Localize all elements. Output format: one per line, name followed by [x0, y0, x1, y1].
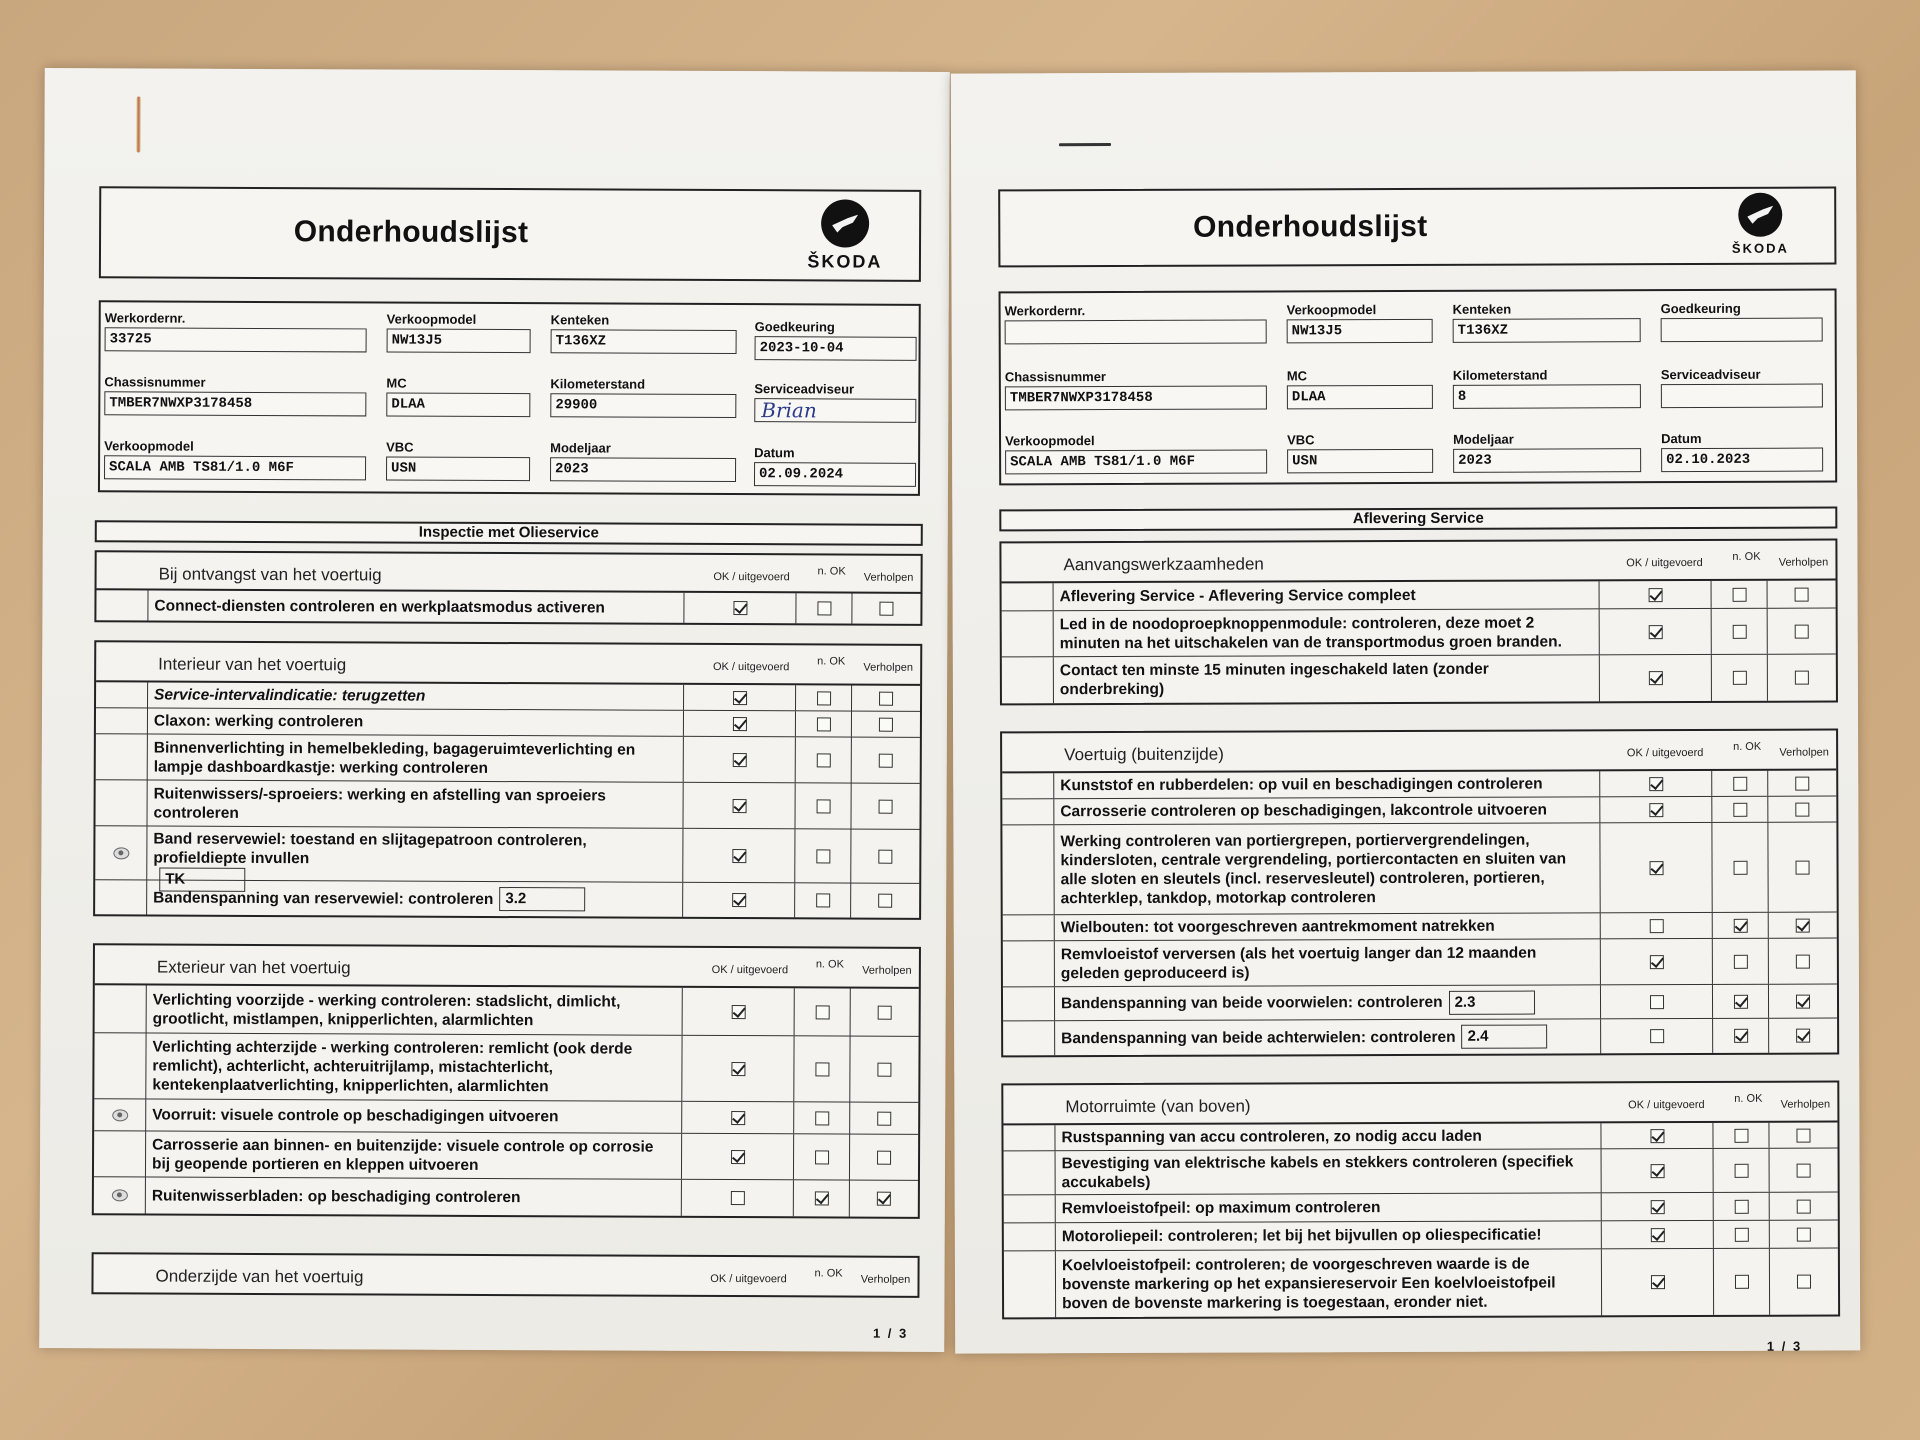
verholpen-checkbox[interactable]	[878, 894, 892, 908]
col-header-ok: OK / uitgevoerd	[711, 963, 789, 977]
section-motorruimte	[1001, 1080, 1840, 1319]
field-chassisnummer: Chassisnummer TMBER7NWXP3178458	[1005, 368, 1267, 410]
section-title: Motorruimte (van boven)	[1065, 1096, 1251, 1117]
nok-checkbox[interactable]	[817, 601, 831, 615]
sheet-header	[99, 186, 921, 282]
vehicle-info	[999, 288, 1838, 485]
section-aanvang	[999, 538, 1838, 705]
verholpen-checkbox[interactable]	[1795, 587, 1809, 601]
verholpen-checkbox[interactable]	[1795, 624, 1809, 638]
eye-icon	[112, 1189, 128, 1201]
ok-checkbox[interactable]	[731, 1150, 745, 1164]
field-mc: MC DLAA	[1287, 368, 1433, 410]
nok-checkbox[interactable]	[1734, 1163, 1748, 1177]
field-werkordernr: Werkordernr. 33725	[105, 310, 367, 352]
skoda-logo	[1700, 193, 1820, 261]
verholpen-checkbox[interactable]	[1797, 1227, 1811, 1241]
verholpen-checkbox[interactable]	[1797, 1275, 1811, 1289]
verholpen-checkbox[interactable]	[1796, 860, 1810, 874]
staple	[1059, 143, 1111, 146]
col-header-nok: n. OK	[1734, 1092, 1763, 1105]
serviceadviseur-value[interactable]	[1661, 384, 1823, 409]
section-interieur	[93, 640, 922, 920]
verholpen-checkbox[interactable]	[1797, 1163, 1811, 1177]
checklist-row: Rustspanning van accu controleren, zo nodig accu laden	[1003, 1122, 1837, 1151]
eye-icon	[112, 1109, 128, 1121]
kilometerstand-value[interactable]: 29900	[550, 393, 736, 418]
sheet-header	[998, 186, 1836, 267]
checklist-row: Binnenverlichting in hemelbekleding, bagageruimteverlichting en lampje dashboardkastje: werking controleren	[96, 734, 920, 784]
page-number: 1 / 3	[1766, 1338, 1803, 1354]
staple	[136, 96, 140, 152]
nok-checkbox[interactable]	[816, 893, 830, 907]
ok-checkbox[interactable]	[731, 1005, 745, 1019]
ok-checkbox[interactable]	[1649, 803, 1663, 817]
logo-text: ŠKODA	[807, 251, 883, 272]
goedkeuring-value[interactable]: 2023-10-04	[755, 336, 917, 361]
nok-checkbox[interactable]	[1734, 1128, 1748, 1142]
page-title: Onderhoudslijst	[293, 215, 529, 250]
col-header-nok: n. OK	[814, 1267, 843, 1280]
modeljaar-value[interactable]: 2023	[550, 457, 736, 482]
ok-checkbox[interactable]	[1650, 1164, 1664, 1178]
nok-checkbox[interactable]	[1734, 1029, 1748, 1043]
verholpen-checkbox[interactable]	[877, 1150, 891, 1164]
checklist-row: Carrosserie controleren op beschadigingen, lakcontrole uitvoeren	[1002, 796, 1836, 825]
maintenance-sheet-left	[39, 68, 950, 1352]
checklist-row: Koelvloeistofpeil: controleren; de voorgeschreven waarde is de bovenste markering op het expansiereservoir Een koelvloeistofpeil boven de bovenste markering is toegestaan, eronder niet.	[1004, 1248, 1838, 1317]
modeljaar-value[interactable]: 2023	[1453, 448, 1641, 473]
field-vbc: VBC USN	[386, 440, 530, 482]
ok-checkbox[interactable]	[730, 1191, 744, 1205]
field-verkoopmodel-code: Verkoopmodel NW13J5	[387, 312, 531, 354]
field-chassisnummer: Chassisnummer TMBER7NWXP3178458	[104, 374, 366, 416]
checklist-row: Aflevering Service - Aflevering Service compleet	[1002, 580, 1836, 611]
ok-checkbox[interactable]	[1648, 671, 1662, 685]
nok-checkbox[interactable]	[1734, 1275, 1748, 1289]
ok-checkbox[interactable]	[1650, 1228, 1664, 1242]
verholpen-checkbox[interactable]	[878, 1005, 892, 1019]
nok-checkbox[interactable]	[1732, 587, 1746, 601]
verholpen-checkbox[interactable]	[1796, 1029, 1810, 1043]
section-exterieur	[92, 943, 921, 1219]
section-title: Voertuig (buitenzijde)	[1064, 744, 1224, 765]
profieldiepte-value[interactable]: TK	[159, 868, 245, 892]
werkordernr-value[interactable]	[1005, 319, 1267, 344]
bandenspanning-voor-value[interactable]: 2.3	[1449, 990, 1535, 1014]
eye-icon	[113, 847, 129, 859]
ok-checkbox[interactable]	[732, 799, 746, 813]
field-modeljaar: Modeljaar 2023	[1453, 431, 1641, 473]
vbc-value[interactable]: USN	[1287, 449, 1433, 474]
verholpen-checkbox[interactable]	[879, 691, 893, 705]
checklist-row: Voorruit: visuele controle op beschadigingen uitvoeren	[94, 1099, 918, 1135]
col-header-ok: OK / uitgevoerd	[713, 570, 790, 584]
checklist-row: Wielbouten: tot voorgeschreven aantrekmoment natrekken	[1003, 912, 1837, 941]
field-kilometerstand: Kilometerstand 29900	[550, 376, 736, 418]
checklist-row: Motoroliepeil: controleren; let bij het bijvullen op oliespecificatie!	[1004, 1220, 1838, 1251]
ok-checkbox[interactable]	[732, 717, 746, 731]
col-header-verholpen: Verholpen	[1779, 746, 1829, 759]
bandenspanning-achter-value[interactable]: 2.4	[1462, 1025, 1548, 1049]
col-header-nok: n. OK	[1732, 550, 1761, 563]
verholpen-checkbox[interactable]	[877, 1062, 891, 1076]
nok-checkbox[interactable]	[817, 691, 831, 705]
nok-checkbox[interactable]	[1732, 624, 1746, 638]
section-buitenzijde	[1000, 728, 1839, 1057]
checklist-row: Bandenspanning van beide achterwielen: controleren 2.4	[1003, 1018, 1837, 1055]
nok-checkbox[interactable]	[815, 1005, 829, 1019]
nok-checkbox[interactable]	[816, 849, 830, 863]
ok-checkbox[interactable]	[732, 893, 746, 907]
ok-checkbox[interactable]	[731, 1111, 745, 1125]
vbc-value[interactable]: USN	[386, 457, 530, 482]
checklist-row: Claxon: werking controleren	[96, 708, 920, 738]
ok-checkbox[interactable]	[1649, 955, 1663, 969]
vehicle-info	[98, 300, 921, 496]
field-datum: Datum 02.10.2023	[1661, 431, 1823, 473]
checklist-row: Contact ten minste 15 minuten ingeschakeld laten (zonder onderbreking)	[1002, 654, 1836, 703]
field-datum: Datum 02.09.2024	[754, 445, 916, 487]
verholpen-checkbox[interactable]	[877, 1192, 891, 1206]
mc-value[interactable]: DLAA	[1287, 385, 1433, 410]
serviceadviseur-signature[interactable]: Brian	[754, 398, 916, 423]
ok-checkbox[interactable]	[1649, 995, 1663, 1009]
verkoopmodel-code-value[interactable]: NW13J5	[1287, 319, 1433, 344]
checklist-row: Kunststof en rubberdelen: op vuil en beschadigingen controleren	[1002, 770, 1836, 799]
kenteken-value[interactable]: T136XZ	[551, 329, 737, 354]
col-header-verholpen: Verholpen	[862, 964, 912, 977]
chassisnummer-value[interactable]: TMBER7NWXP3178458	[1005, 385, 1267, 410]
field-serviceadviseur: Serviceadviseur	[1661, 367, 1823, 409]
col-header-nok: n. OK	[1733, 740, 1762, 753]
ok-checkbox[interactable]	[731, 1062, 745, 1076]
field-verkoopmodel: Verkoopmodel SCALA AMB TS81/1.0 M6F	[104, 438, 366, 480]
col-header-verholpen: Verholpen	[863, 661, 913, 674]
bandenspanning-reservewiel-value[interactable]: 3.2	[499, 887, 585, 911]
section-title: Bij ontvangst van het voertuig	[158, 564, 382, 585]
verkoopmodel-code-value[interactable]: NW13J5	[387, 329, 531, 354]
logo-text: ŠKODA	[1731, 240, 1789, 256]
nok-checkbox[interactable]	[1733, 954, 1747, 968]
skoda-arrow-icon	[821, 199, 869, 247]
col-header-ok: OK / uitgevoerd	[1626, 556, 1703, 570]
kenteken-value[interactable]: T136XZ	[1453, 318, 1641, 343]
checklist-row: Service-intervalindicatie: terugzetten	[96, 682, 920, 712]
page-number: 1 / 3	[872, 1325, 909, 1341]
mc-value[interactable]: DLAA	[386, 393, 530, 418]
checklist-row: Bandenspanning van beide voorwielen: controleren 2.3	[1003, 984, 1837, 1021]
verholpen-checkbox[interactable]	[879, 602, 893, 616]
col-header-ok: OK / uitgevoerd	[710, 1272, 787, 1286]
verholpen-checkbox[interactable]	[1795, 802, 1809, 816]
page-title: Onderhoudslijst	[1192, 209, 1428, 244]
checklist-row: Verlichting achterzijde - werking controleren: remlicht (ook derde remlicht), achterlicht, achteruitrijlamp, mistachterlicht, kentekenplaatverlichting, knipperlichten, alarmlichten	[94, 1033, 918, 1103]
field-werkordernr: Werkordernr.	[1005, 302, 1267, 344]
checklist-row: Bandenspanning van reservewiel: controleren 3.2	[95, 880, 919, 918]
ok-checkbox[interactable]	[733, 691, 747, 705]
verholpen-checkbox[interactable]	[1796, 918, 1810, 932]
verholpen-checkbox[interactable]	[879, 717, 893, 731]
col-header-nok: n. OK	[817, 655, 846, 668]
datum-value[interactable]: 02.09.2024	[754, 462, 916, 487]
ok-checkbox[interactable]	[1649, 919, 1663, 933]
verholpen-checkbox[interactable]	[878, 849, 892, 863]
ok-checkbox[interactable]	[1650, 1275, 1664, 1289]
skoda-logo	[785, 199, 905, 276]
field-kenteken: Kenteken T136XZ	[551, 312, 737, 354]
section-title: Aanvangswerkzaamheden	[1063, 554, 1264, 575]
service-type-band: Inspectie met Olieservice	[95, 520, 923, 546]
col-header-verholpen: Verholpen	[1778, 556, 1829, 569]
field-verkoopmodel-code: Verkoopmodel NW13J5	[1287, 302, 1433, 344]
verkoopmodel-value[interactable]: SCALA AMB TS81/1.0 M6F	[104, 455, 366, 480]
nok-checkbox[interactable]	[1734, 1199, 1748, 1213]
verholpen-checkbox[interactable]	[1796, 1128, 1810, 1142]
ok-checkbox[interactable]	[1650, 1200, 1664, 1214]
col-header-ok: OK / uitgevoerd	[1626, 746, 1704, 760]
ok-checkbox[interactable]	[1648, 625, 1662, 639]
datum-value[interactable]: 02.10.2023	[1661, 448, 1823, 473]
verholpen-checkbox[interactable]	[1795, 671, 1809, 685]
nok-checkbox[interactable]	[1734, 1227, 1748, 1241]
checklist-row: Band reservewiel: toestand en slijtagepatroon controleren, profieldiepte invullen TK	[95, 826, 919, 884]
field-mc: MC DLAA	[386, 376, 530, 418]
col-header-verholpen: Verholpen	[860, 1273, 911, 1286]
nok-checkbox[interactable]	[814, 1191, 828, 1205]
nok-checkbox[interactable]	[816, 717, 830, 731]
section-ontvangst	[94, 550, 922, 626]
verholpen-checkbox[interactable]	[1796, 994, 1810, 1008]
service-type-band: Aflevering Service	[999, 506, 1837, 531]
verholpen-checkbox[interactable]	[879, 799, 893, 813]
field-kenteken: Kenteken T136XZ	[1453, 301, 1641, 343]
werkordernr-value[interactable]: 33725	[105, 327, 367, 352]
verholpen-checkbox[interactable]	[1796, 954, 1810, 968]
ok-checkbox[interactable]	[732, 849, 746, 863]
nok-checkbox[interactable]	[1732, 671, 1746, 685]
field-modeljaar: Modeljaar 2023	[550, 440, 736, 482]
nok-checkbox[interactable]	[1733, 918, 1747, 932]
field-verkoopmodel: Verkoopmodel SCALA AMB TS81/1.0 M6F	[1005, 432, 1267, 474]
checklist-row: Remvloeistof verversen (als het voertuig langer dan 12 maanden geleden geproduceerd is)	[1003, 938, 1837, 987]
section-title: Exterieur van het voertuig	[156, 957, 351, 978]
section-title: Onderzijde van het voertuig	[155, 1266, 364, 1287]
field-goedkeuring: Goedkeuring 2023-10-04	[755, 319, 917, 361]
field-serviceadviseur: Serviceadviseur Brian	[754, 381, 916, 423]
verholpen-checkbox[interactable]	[879, 753, 893, 767]
col-header-verholpen: Verholpen	[1780, 1098, 1831, 1111]
goedkeuring-value[interactable]	[1661, 318, 1823, 343]
col-header-ok: OK / uitgevoerd	[712, 660, 790, 674]
nok-checkbox[interactable]	[1733, 776, 1747, 790]
nok-checkbox[interactable]	[1733, 860, 1747, 874]
checklist-row: Verlichting voorzijde - werking controleren: stadslicht, dimlicht, grootlicht, mistlampen, knipperlichten, alarmlichten	[95, 985, 919, 1037]
ok-checkbox[interactable]	[1650, 1029, 1664, 1043]
chassisnummer-value[interactable]: TMBER7NWXP3178458	[104, 391, 366, 416]
kilometerstand-value[interactable]: 8	[1453, 384, 1641, 409]
col-header-verholpen: Verholpen	[863, 571, 914, 584]
checklist-row: Connect-diensten controleren en werkplaatsmodus activeren	[96, 590, 920, 624]
checklist-row: Werking controleren van portiergrepen, portiervergrendelingen, kindersloten, centrale vergrendeling, portiercontacten en sluiten van alle sloten en sleutels (incl. reservesleutel) controleren, portieren, achterklep, tankdop, motorkap controleren	[1002, 822, 1836, 915]
field-goedkeuring: Goedkeuring	[1661, 301, 1823, 343]
nok-checkbox[interactable]	[815, 1062, 829, 1076]
checklist-row: Remvloeistofpeil: op maximum controleren	[1004, 1192, 1838, 1223]
nok-checkbox[interactable]	[815, 1111, 829, 1125]
field-vbc: VBC USN	[1287, 432, 1433, 474]
field-kilometerstand: Kilometerstand 8	[1453, 367, 1641, 409]
ok-checkbox[interactable]	[1649, 777, 1663, 791]
verkoopmodel-value[interactable]: SCALA AMB TS81/1.0 M6F	[1005, 449, 1267, 474]
checklist-row: Ruitenwissers/-sproeiers: werking en afstelling van sproeiers controleren	[95, 780, 919, 830]
nok-checkbox[interactable]	[816, 753, 830, 767]
skoda-arrow-icon	[1738, 193, 1782, 237]
verholpen-checkbox[interactable]	[877, 1111, 891, 1125]
checklist-row: Bevestiging van elektrische kabels en stekkers controleren (specifiek accukabels)	[1004, 1148, 1838, 1195]
nok-checkbox[interactable]	[815, 1150, 829, 1164]
col-header-nok: n. OK	[815, 958, 844, 971]
ok-checkbox[interactable]	[1650, 1129, 1664, 1143]
ok-checkbox[interactable]	[1649, 861, 1663, 875]
col-header-nok: n. OK	[817, 565, 846, 578]
nok-checkbox[interactable]	[816, 799, 830, 813]
ok-checkbox[interactable]	[1648, 588, 1662, 602]
nok-checkbox[interactable]	[1733, 994, 1747, 1008]
ok-checkbox[interactable]	[733, 601, 747, 615]
section-onderzijde	[91, 1252, 919, 1298]
nok-checkbox[interactable]	[1733, 802, 1747, 816]
checklist-row: Ruitenwisserbladen: op beschadiging controleren	[94, 1177, 918, 1217]
verholpen-checkbox[interactable]	[1795, 776, 1809, 790]
ok-checkbox[interactable]	[732, 753, 746, 767]
verholpen-checkbox[interactable]	[1797, 1199, 1811, 1213]
checklist-row: Carrosserie aan binnen- en buitenzijde: visuele controle op corrosie bij geopende portieren en kleppen uitvoeren	[94, 1131, 918, 1181]
col-header-ok: OK / uitgevoerd	[1628, 1098, 1705, 1112]
maintenance-sheet-right	[951, 70, 1860, 1353]
checklist-row: Led in de noodoproepknoppenmodule: controleren, deze moet 2 minuten na het uitschakelen van de transportmodus groen branden.	[1002, 608, 1836, 657]
section-title: Interieur van het voertuig	[158, 654, 347, 675]
